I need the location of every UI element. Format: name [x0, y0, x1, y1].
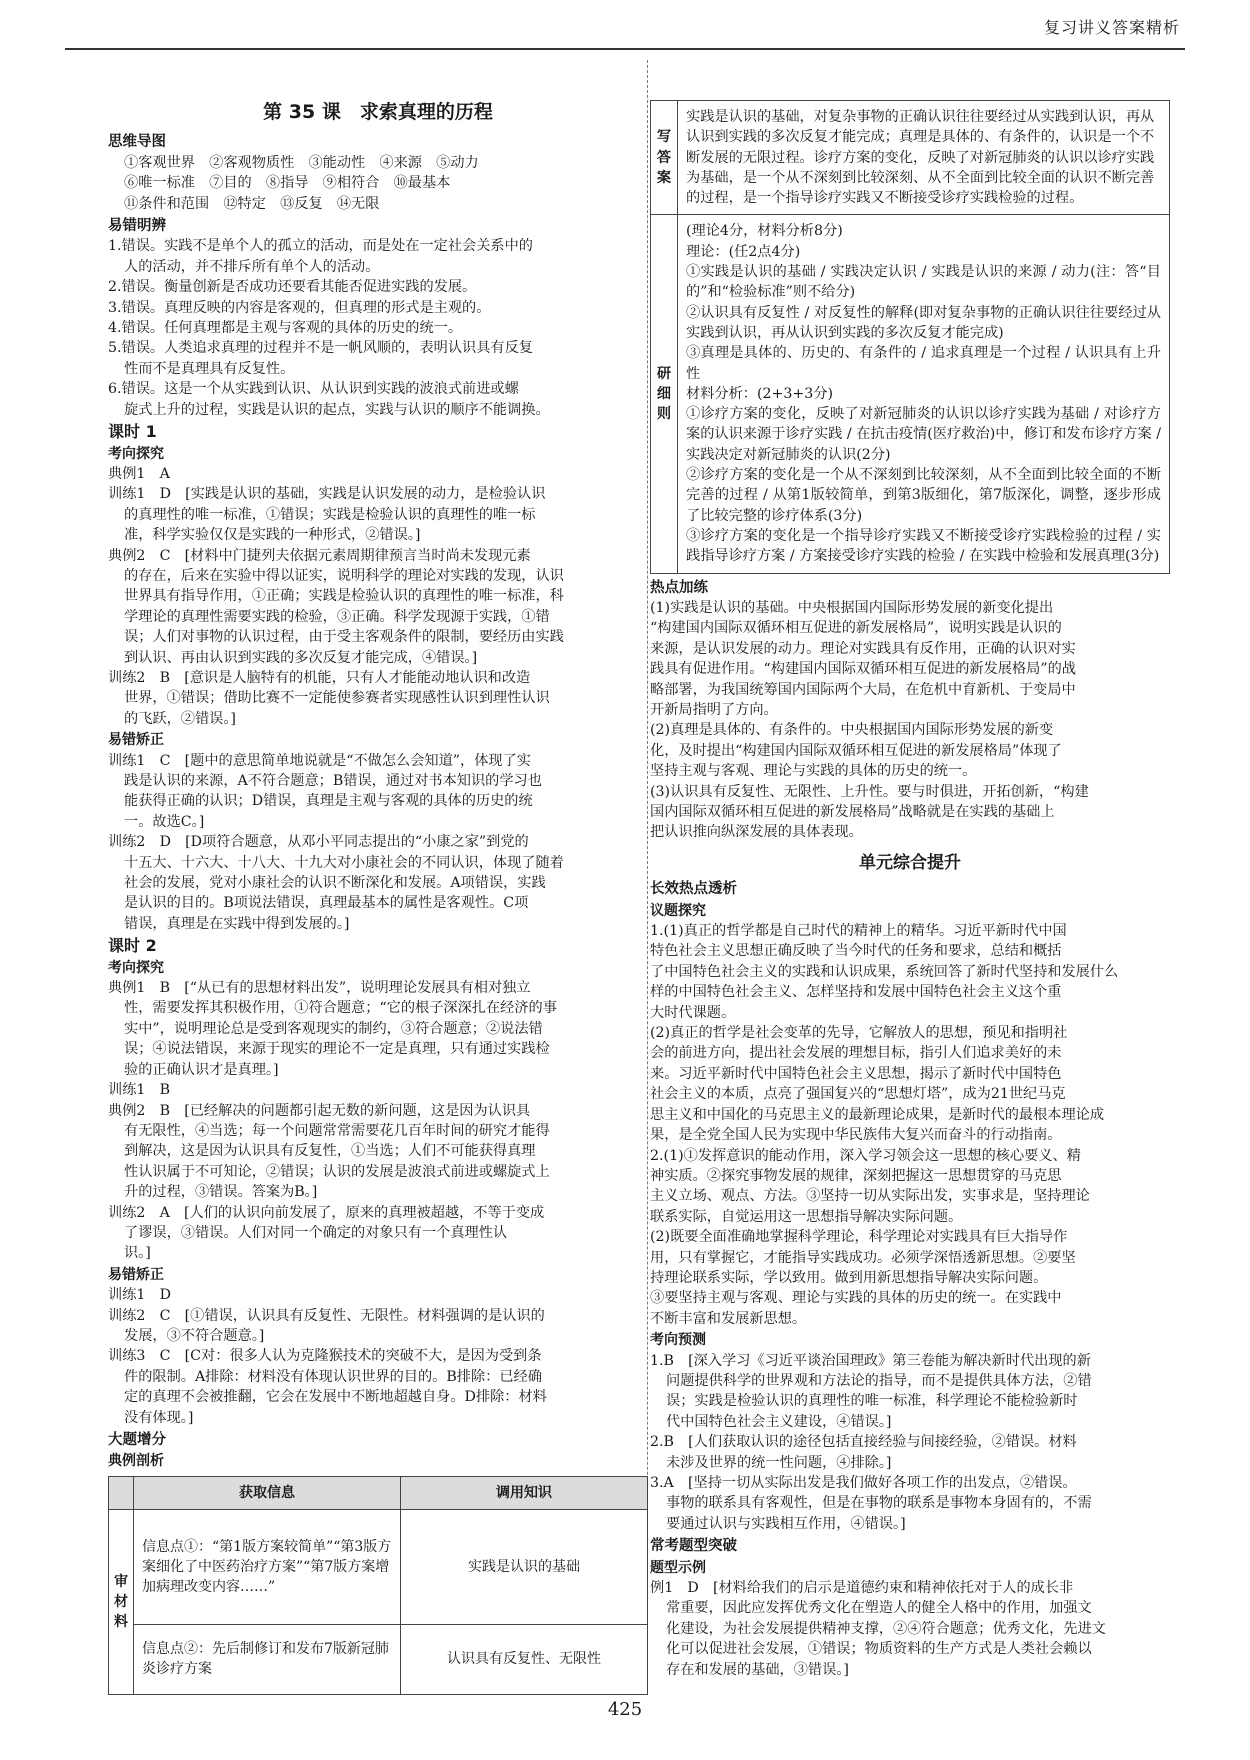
error-line: 旋式上升的过程，实践是认识的起点，实践与认识的顺序不能调换。: [124, 401, 550, 418]
prediction-line: 误；实践是检验认识的真理性的唯一标准，科学理论不能检验新时: [666, 1393, 1078, 1410]
answer-line: 一。故选C。]: [124, 813, 205, 830]
exam-prediction-heading: 考向预测: [650, 1332, 706, 1349]
answer-line: 件的限制。A排除：材料没有体现认识世界的目的。B排除：已经确: [124, 1368, 542, 1385]
answer-line: 性认识属于不可知论，②错误；认识的发展是波浪式前进或螺旋式上: [124, 1163, 550, 1180]
answer-line: 的存在，后来在实验中得以证实，说明科学的理论对实践的发现，认识: [124, 567, 564, 584]
rubric-line: ②认识具有反复性 / 对反复性的解释(即对复杂事物的正确认识往往要经过从实践到认识，再从认识到实践的多次反复才能完成): [686, 304, 1161, 341]
rubric-line: 理论：(任2点4分): [686, 243, 801, 260]
answer-line: 没有体现。]: [124, 1409, 194, 1426]
answer-line: 训练2 C [①错误，认识具有反复性、无限性。材料强调的是认识的: [108, 1307, 545, 1324]
inquiry-line: 持理论联系实际，学以致用。做到用新思想指导解决实际问题。: [650, 1269, 1048, 1286]
answer-line: 典例2 C [材料中门捷列夫依据元素周期律预言当时尚未发现元素: [108, 547, 531, 564]
inquiry-line: (2)既要全面准确地掌握科学理论，科学理论对实践具有巨大指导作: [650, 1229, 1068, 1246]
exam-direction-heading: 考向探究: [108, 959, 164, 976]
table-row: [651, 101, 1170, 215]
inquiry-line: 来。习近平新时代中国特色社会主义思想，揭示了新时代中国特色: [650, 1065, 1062, 1082]
practice-line: “构建国内国际双循环相互促进的新发展格局”，说明实践是认识的: [650, 620, 1062, 637]
answer-line: 训练1 D [实践是认识的基础，实践是认识发展的动力，是检验认识: [108, 486, 546, 503]
table-cell-knowledge: 实践是认识的基础: [401, 1509, 648, 1624]
error-line: 6.错误。这是一个从实践到认识、从认识到实践的波浪式前进或螺: [108, 381, 519, 398]
answer-line: 是认识的目的。B项说法错误，真理最基本的属性是客观性。C项: [124, 895, 529, 912]
inquiry-line: 主义立场、观点、方法。③坚持一切从实际出发，实事求是，坚持理论: [650, 1188, 1090, 1205]
inquiry-line: 1.(1)真正的哲学都是自己时代的精神上的精华。习近平新时代中国: [650, 923, 1067, 940]
answer-line: 有无限性，④当选；每一个问题常常需要花几百年时间的研究才能得: [124, 1122, 550, 1139]
topic-inquiry-list: [650, 921, 1170, 1329]
inquiry-line: 样的中国特色社会主义、怎样坚持和发展中国特色社会主义这个重: [650, 984, 1062, 1001]
practice-line: 开新局指明了方向。: [650, 701, 778, 718]
inquiry-line: 2.(1)①发挥意识的能动作用，深入学习领会这一思想的核心要义、精: [650, 1147, 1081, 1164]
answer-line: 升的过程，③错误。答案为B。]: [124, 1184, 318, 1201]
answer-line: 典例2 B [已经解决的问题都引起无数的新问题，这是因为认识具: [108, 1102, 531, 1119]
long-term-hotspot-heading: 长效热点透析: [650, 881, 737, 898]
answer-line: 了谬误，③错误。人们对同一个确定的对象只有一个真理性认: [124, 1224, 508, 1241]
prediction-line: 3.A [坚持一切从实际出发是我们做好各项工作的出发点，②错误。: [650, 1475, 1077, 1491]
example-line: 存在和发展的基础，③错误。]: [666, 1661, 849, 1678]
answer-line: 训练3 C [C对：很多人认为克隆猴技术的突破不大，是因为受到条: [108, 1348, 542, 1365]
answer-side-label: 写答案: [651, 101, 678, 215]
table-header-knowledge: 调用知识: [401, 1476, 648, 1509]
table-header-row: [109, 1476, 648, 1509]
page-header-title: 复习讲义答案精析: [1043, 18, 1180, 37]
lesson-1-corrections: [108, 751, 648, 935]
hotspot-practice-list: [650, 598, 1170, 843]
prediction-line: 未涉及世界的统一性问题，④排除。]: [666, 1454, 892, 1471]
prediction-line: 事物的联系具有客观性，但是在事物的联系是事物本身固有的，不需: [666, 1495, 1092, 1512]
answer-line: 性，需要发挥其积极作用，①符合题意；“它的根子深深扎在经济的事: [124, 1000, 557, 1017]
example-line: 例1 D [材料给我们的启示是道德约束和精神依托对于人的成长非: [650, 1580, 1074, 1597]
page-number: 425: [607, 1699, 643, 1720]
practice-line: 国内国际双循环相互促进的新发展格局”战略就是在实践的基础上: [650, 804, 1055, 820]
rubric-cell: [678, 215, 1170, 573]
prediction-line: 问题提供科学的世界观和方法论的指导，而不是提供具体方法，②错: [666, 1372, 1092, 1389]
answer-line: 定的真理不会被推翻，它会在发展中不断地超越自身。D排除：材料: [124, 1389, 547, 1406]
answer-line: 的飞跃，②错误。]: [124, 710, 236, 727]
answer-line: 识。]: [124, 1245, 151, 1262]
answer-line: 到解决，这是因为认识具有反复性，①当选；人们不可能获得真理: [124, 1143, 536, 1160]
answer-line: 训练2 B [意识是人脑特有的机能，只有人才能能动地认识和改造: [108, 669, 531, 686]
exam-direction-heading: 考向探究: [108, 445, 164, 462]
table-row: [651, 215, 1170, 573]
answer-line: 准，科学实验仅仅是实践的一种形式，②错误。]: [124, 527, 421, 544]
error-line: 5.错误。人类追求真理的过程并不是一帆风顺的，表明认识具有反复: [108, 340, 533, 357]
unit-title: 单元综合提升: [859, 852, 961, 873]
answer-table: [650, 100, 1170, 574]
mindmap-line: ①客观世界 ②客观物质性 ③能动性 ④来源 ⑤动力: [124, 154, 479, 171]
error-line: 4.错误。任何真理都是主观与客观的具体的历史的统一。: [108, 320, 463, 337]
answer-line: 错误，真理是在实践中得到发展的。]: [124, 915, 350, 932]
header-rule: [65, 48, 1185, 50]
answer-line: 训练1 C [题中的意思简单地说就是“不做怎么会知道”，体现了实: [108, 752, 531, 769]
inquiry-line: 用，只有掌握它，才能指导实践成功。必须学深悟透新思想。②要坚: [650, 1249, 1076, 1266]
inquiry-line: 神实质。②探究事物发展的规律，深刻把握这一思想贯穿的马克思: [650, 1167, 1062, 1184]
error-line: 人的活动，并不排斥所有单个人的活动。: [124, 258, 380, 275]
hotspot-practice-heading: 热点加练: [650, 579, 708, 596]
inquiry-line: 大时代课题。: [650, 1004, 736, 1021]
prediction-line: 代中国特色社会主义建设，④错误。]: [666, 1413, 892, 1430]
example-line: 化建设，为社会发展提供精神支撑，②④符合题意；优秀文化，先进文: [666, 1620, 1106, 1637]
answer-line: 十五大、十六大、十八大、十九大对小康社会的不同认识，体现了随着: [124, 854, 564, 871]
lesson-1-heading: 课时 1: [108, 422, 157, 442]
practice-line: 把认识推向纵深发展的具体表现。: [650, 824, 863, 841]
practice-line: 来源，是认识发展的动力。理论对实践具有反作用，正确的认识对实: [650, 640, 1076, 657]
lesson-2-heading: 课时 2: [108, 936, 157, 956]
answer-line: 训练1 D: [108, 1287, 171, 1304]
error-correction-heading: 易错矫正: [108, 1266, 164, 1283]
table-side-label: 审材料: [109, 1509, 134, 1694]
topic-inquiry-heading: 议题探究: [650, 902, 706, 919]
table-cell-knowledge: 认识具有反复性、无限性: [401, 1624, 648, 1694]
lesson-2-corrections: [108, 1285, 648, 1428]
error-line: 2.错误。衡量创新是否成功还要看其能否促进实践的发展。: [108, 279, 477, 296]
practice-line: 略部署，为我国统筹国内国际两个大局，在危机中育新机、于变局中: [650, 681, 1076, 698]
mindmap-heading: 思维导图: [108, 134, 166, 151]
inquiry-line: (2)真正的哲学是社会变革的先导，它解放人的思想，预见和指明社: [650, 1025, 1068, 1042]
inquiry-line: 社会主义的本质，点亮了强国复兴的“思想灯塔”，成为21世纪马克: [650, 1086, 1066, 1103]
answer-line: 训练2 A [人们的认识向前发展了，原来的真理被超越，不等于变成: [108, 1204, 545, 1221]
analysis-table: [108, 1476, 648, 1695]
answer-line: 实中”，说明理论总是受到客观现实的制约，③符合题意；②说法错: [124, 1020, 543, 1037]
table-row: [109, 1509, 648, 1624]
question-type-example-heading: 题型示例: [650, 1559, 706, 1576]
answer-text: 实践是认识的基础，对复杂事物的正确认识往往要经过从实践到认识，再从认识到实践的多次反复才能完成；真理是具体的、有条件的，认识是一个不断发展的无限过程。诊疗方案的变化，反映了对新冠肺炎的认识以诊疗实践为基础，是一个从不深刻到比较深刻、从不全面到比较全面的认识不断完善的过程，是一个指导诊疗实践又不断接受诊疗实践检验的过程。: [678, 101, 1170, 215]
answer-line: 典例1 A: [108, 465, 170, 482]
answer-line: 世界具有指导作用，①正确；实践是检验认识的真理性的唯一标准，科: [124, 588, 564, 605]
errors-heading: 易错明辨: [108, 218, 166, 235]
practice-line: (1)实践是认识的基础。中央根据国内国际形势发展的新变化提出: [650, 599, 1054, 616]
example-line: 化可以促进社会发展，①错误；物质资料的生产方式是人类社会赖以: [666, 1641, 1092, 1658]
table-cell-info: 信息点①：“第1版方案较简单”“第3版方案细化了中医药治疗方案”“第7版方案增加病理改变内容……”: [134, 1509, 401, 1624]
inquiry-line: 联系实际，自觉运用这一思想指导解决实际问题。: [650, 1208, 963, 1225]
inquiry-line: ③要坚持主观与客观、理论与实践的具体的历史的统一。在实践中: [650, 1290, 1062, 1307]
answer-line: 发展，③不符合题意。]: [124, 1327, 265, 1344]
answer-line: 典例1 B [“从已有的思想材料出发”，说明理论发展具有相对独立: [108, 980, 531, 997]
rubric-line: ③真理是具体的、历史的、有条件的 / 追求真理是一个过程 / 认识具有上升性: [686, 345, 1161, 382]
rubric-line: ③诊疗方案的变化是一个指导诊疗实践又不断接受诊疗实践检验的过程 / 实践指导诊疗方案 / 方案接受诊疗实践的检验 / 在实践中检验和发展真理(3分): [686, 527, 1161, 565]
left-column: [108, 62, 648, 1695]
example-line: 常重要，因此应发挥优秀文化在塑造人的健全人格中的作用，加强文: [666, 1600, 1092, 1617]
answer-line: 世界，①错误；借助比赛不一定能使参赛者实现感性认识到理性认识: [124, 690, 550, 707]
table-corner-cell: [109, 1476, 134, 1509]
prediction-line: 1.B [深入学习《习近平谈治国理政》第三卷能为解决新时代出现的新: [650, 1352, 1091, 1369]
error-line: 1.错误。实践不是单个人的孤立的活动，而是处在一定社会关系中的: [108, 238, 533, 255]
errors-list: [108, 236, 648, 420]
lesson-2-answers: [108, 978, 648, 1264]
answer-line: 能获得正确的认识；D错误，真理是主观与客观的具体的历史的统: [124, 793, 533, 810]
rubric-line: (理论4分，材料分析8分): [686, 223, 843, 240]
prediction-line: 要通过认识与实践相互作用，④错误。]: [666, 1515, 906, 1532]
example-analysis-heading: 典例剖析: [108, 1453, 164, 1470]
lesson-title: 第 35 课 求索真理的历程: [263, 101, 493, 123]
rubric-line: 材料分析：(2+3+3分): [686, 385, 834, 402]
practice-line: 践具有促进作用。“构建国内国际双循环相互促进的新发展格局”的战: [650, 661, 1076, 678]
rubric-line: ②诊疗方案的变化是一个从不深刻到比较深刻，从不全面到比较全面的不断完善的过程 / 从第1版较简单，到第3版细化，第7版深化，调整，逐步形成了比较完整的诊疗体系(3分): [686, 467, 1161, 524]
practice-line: (2)真理是具体的、有条件的。中央根据国内国际形势发展的新变: [650, 722, 1054, 739]
practice-line: 化，及时提出“构建国内国际双循环相互促进的新发展格局”体现了: [650, 742, 1062, 759]
inquiry-line: 特色社会主义思想正确反映了当今时代的任务和要求，总结和概括: [650, 943, 1062, 960]
mindmap-list: [108, 153, 648, 214]
error-correction-heading: 易错矫正: [108, 732, 164, 749]
prediction-line: 2.B [人们获取认识的途径包括直接经验与间接经验，②错误。材料: [650, 1434, 1077, 1451]
lesson-1-answers: [108, 464, 648, 729]
rubric-line: ①实践是认识的基础 / 实践决定认识 / 实践是认识的来源 / 动力(注：答“目的”和“检验标准”则不给分): [686, 264, 1161, 301]
table-row: [109, 1624, 648, 1694]
question-type-example-list: [650, 1578, 1170, 1680]
practice-line: (3)认识具有反复性、无限性、上升性。要与时俱进，开拓创新，“构建: [650, 783, 1089, 800]
practice-line: 坚持主观与客观、理论与实践的具体的历史的统一。: [650, 763, 977, 780]
exam-prediction-list: [650, 1351, 1170, 1535]
inquiry-line: 了中国特色社会主义的实践和认识成果，系统回答了新时代坚持和发展什么: [650, 963, 1119, 980]
inquiry-line: 会的前进方向，提出社会发展的理想目标，指引人们追求美好的未: [650, 1045, 1062, 1062]
big-question-heading: 大题增分: [108, 1432, 166, 1448]
mindmap-line: ⑥唯一标准 ⑦目的 ⑧指导 ⑨相符合 ⑩最基本: [124, 175, 451, 192]
inquiry-line: 果，是全党全国人民为实现中华民族伟大复兴而奋斗的行动指南。: [650, 1127, 1062, 1144]
answer-line: 训练2 D [D项符合题意，从邓小平同志提出的“小康之家”到党的: [108, 834, 529, 851]
right-column: [650, 100, 1170, 1680]
rubric-line: ①诊疗方案的变化，反映了对新冠肺炎的认识以诊疗实践为基础 / 对诊疗方案的认识来源于诊疗实践 / 在抗击疫情(医疗救治)中，修订和发布诊疗方案 / 实践决定对新冠肺炎的认识(2分): [686, 406, 1161, 463]
inquiry-line: 不断丰富和发展新思想。: [650, 1310, 807, 1327]
answer-line: 误；④说法错误，来源于现实的理论不一定是真理，只有通过实践检: [124, 1041, 550, 1058]
table-header-info: 获取信息: [134, 1476, 401, 1509]
table-cell-info: 信息点②：先后制修订和发布7版新冠肺炎诊疗方案: [134, 1624, 401, 1694]
common-question-types-heading: 常考题型突破: [650, 1538, 737, 1555]
error-line: 性而不是真理具有反复性。: [124, 360, 295, 377]
answer-line: 验的正确认识才是真理。]: [124, 1061, 279, 1078]
rubric-side-label: 研细则: [651, 215, 678, 573]
answer-line: 到认识、再由认识到实践的多次反复才能完成，④错误。]: [124, 649, 478, 666]
answer-line: 训练1 B: [108, 1082, 171, 1099]
answer-line: 的真理性的唯一标准，①错误；实践是检验认识的真理性的唯一标: [124, 506, 536, 523]
inquiry-line: 思主义和中国化的马克思主义的最新理论成果，是新时代的最根本理论成: [650, 1106, 1105, 1123]
answer-line: 践是认识的来源，A不符合题意；B错误，通过对书本知识的学习也: [124, 773, 542, 789]
answer-line: 误；人们对事物的认识过程，由于受主客观条件的限制，要经历由实践: [124, 629, 564, 646]
answer-line: 社会的发展，党对小康社会的认识不断深化和发展。A项错误，实践: [124, 875, 546, 892]
mindmap-line: ⑪条件和范围 ⑫特定 ⑬反复 ⑭无限: [124, 195, 380, 212]
answer-line: 学理论的真理性需要实践的检验，③正确。科学发现源于实践，①错: [124, 608, 550, 625]
error-line: 3.错误。真理反映的内容是客观的，但真理的形式是主观的。: [108, 299, 491, 316]
